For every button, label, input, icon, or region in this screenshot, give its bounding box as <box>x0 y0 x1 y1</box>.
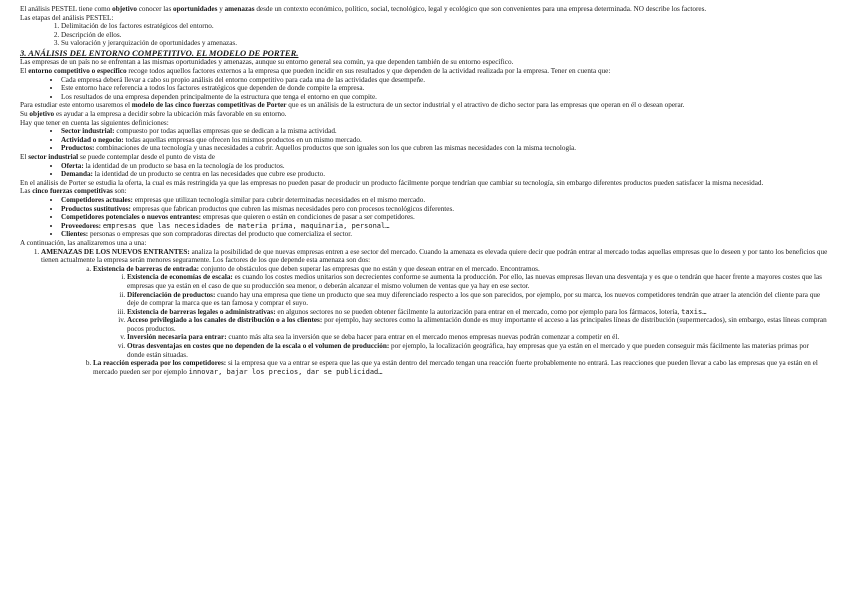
term: AMENAZAS DE LOS NUEVOS ENTRANTES: <box>41 247 190 256</box>
list-item <box>61 136 828 145</box>
bold-text: objetivo <box>29 110 55 119</box>
text: El <box>20 67 29 76</box>
bold-text: sector industrial <box>28 153 79 161</box>
etapas-list <box>20 22 828 48</box>
list-item: • Los resultados de una empresa dependen principalmente de la estructura que tenga el entorno en que compite. <box>61 93 828 102</box>
handwritten-text: innovar, bajar los precios, dar se publicidad… <box>188 367 383 376</box>
term: Acceso privilegiado a los canales de distribución o a los clientes: <box>127 316 323 325</box>
term: Existencia de barreras de entrada: <box>93 264 200 273</box>
text: Las <box>20 187 33 196</box>
list-item <box>61 205 828 214</box>
paragraph <box>20 153 828 162</box>
list-item <box>127 333 828 342</box>
bold-text: modelo de las cinco fuerzas competitivas de Porter <box>131 101 287 110</box>
term: Diferenciación de productos: <box>127 290 216 299</box>
paragraph: Hay que tener en cuenta las siguientes definiciones: <box>20 118 169 127</box>
text: combinaciones de una tecnología y unas necesidades a cubrir. Aquellos productos que son iguales son los que cubren las mismas necesidades con la misma tecnología. <box>94 144 577 153</box>
list-item: • Este entorno hace referencia a todos los factores estratégicos que dependen de donde compite la empresa. <box>61 84 828 93</box>
list-item: 1. Delimitación de los factores estratégicos del entorno. <box>61 22 828 31</box>
list-item <box>127 291 828 308</box>
forces-list <box>20 196 828 239</box>
text: cuando hay una empresa que tiene un producto que sea muy diferenciado respecto a los que son parecidos, por ejemplo, por su marca, los nuevos competidores tendrán que atraer la atención del cliente para que deje de comprar la marca que es tan famosa y comprar el suyo. <box>127 290 821 308</box>
text: es cuando los costes medios unitarios son decrecientes conforme se aumenta la producción. Por ello, las nuevas empresas llevan una desventaja y es que o tendrán que hacer frente a mayores costes que las empresas que ya están en el caso de que su producción sea menor, o deberán alcanzar el mismo volumen de ventas que ya hay en ese sector. <box>127 273 822 290</box>
intro-paragraph <box>20 5 828 14</box>
list-item <box>93 359 828 376</box>
text: se puede contemplar desde el punto de vista de <box>78 153 215 161</box>
term: Proveedores: <box>61 221 102 230</box>
list-item <box>61 162 828 171</box>
term: La reacción esperada por los competidores: <box>93 359 227 368</box>
text: El <box>20 153 29 161</box>
term: Clientes: <box>61 230 89 239</box>
paragraph <box>20 187 828 196</box>
list-item <box>61 196 828 205</box>
list-item <box>127 342 828 359</box>
bold-text: objetivo <box>112 5 137 13</box>
factors-list <box>41 265 828 377</box>
analysis-list <box>20 248 828 377</box>
bullet-list <box>20 76 828 102</box>
term: Otras desventajas en costes que no dependen de la escala o el volumen de producción: <box>127 342 390 351</box>
text: la identidad de un producto se basa en la tecnología de los productos. <box>83 161 285 170</box>
text: empresas que utilizan tecnología similar para cubrir determinadas necesidades en el mismo mercado. <box>132 195 426 204</box>
list-item: 3. Su valoración y jerarquización de oportunidades y amenazas. <box>61 39 828 48</box>
paragraph: Las empresas de un país no se enfrentan a las mismas oportunidades y amenazas, aunque su entorno general sea común, ya que dependen también de su entorno específico. <box>20 58 514 67</box>
list-item <box>61 230 828 239</box>
section-title: 3. ANÁLISIS DEL ENTORNO COMPETITIVO. EL MODELO DE PORTER. <box>20 47 299 58</box>
paragraph <box>20 101 828 110</box>
text: es ayudar a la empresa a decidir sobre la ubicación más favorable en su entorno. <box>54 110 287 119</box>
bold-text: amenazas <box>224 5 255 13</box>
term: Inversión necesaria para entrar: <box>127 333 227 342</box>
bold-text: oportunidades <box>173 5 218 13</box>
list-item: 2. Descripción de ellos. <box>61 31 828 40</box>
text: El análisis PESTEL tiene como <box>20 5 113 13</box>
text: personas o empresas que son compradoras directas del producto que comercializa el sector. <box>88 230 352 239</box>
term: Existencia de barreras legales o administrativas: <box>127 307 276 316</box>
text: empresas que quieren o están en condiciones de pasar a ser competidores. <box>201 213 415 222</box>
list-item <box>41 248 828 377</box>
term: Oferta: <box>61 161 84 170</box>
text: son: <box>112 187 127 196</box>
term: Sector industrial: <box>61 127 115 136</box>
text: todas aquellas empresas que ofrecen los mismos productos en un mismo mercado. <box>123 135 362 144</box>
paragraph: A continuación, las analizaremos una a una: <box>20 238 147 247</box>
text: por ejemplo, la localización geográfica, hay empresas que ya están en el mercado y que pueden conseguir más fácilmente las materias primas por donde están situadas. <box>127 342 809 359</box>
term: Existencia de economías de escala: <box>127 273 233 282</box>
list-item <box>61 127 828 136</box>
list-item <box>127 308 828 317</box>
paragraph <box>20 110 828 119</box>
term: Demanda: <box>61 170 93 179</box>
paragraph: En el análisis de Porter se estudia la oferta, la cual es más restringida ya que las empresas no pueden pasar de producir un producto fácilmente porque tendrían que cambiar su tecnología, sin embargo diferentes productos pueden satisfacer la misma necesidad. <box>20 178 764 187</box>
paragraph <box>20 67 828 76</box>
text: recoge todos aquellos factores externos a la empresa que pueden incidir en sus resultados y que dependen de la actividad realizada por la empresa. Tener en cuenta que: <box>126 67 611 76</box>
bold-text: entorno competitivo o específico <box>28 67 127 76</box>
text: cuanto más alta sea la inversión que se deba hacer para entrar en el mercado menos empresas nuevas podrán comenzar a competir en él. <box>226 333 620 342</box>
list-item <box>127 273 828 290</box>
text: desde un contexto económico, político, social, tecnológico, legal y ecológico que son convenientes para una empresa determinada. NO describe los factores. <box>254 5 707 13</box>
term: Competidores actuales: <box>61 195 133 204</box>
list-item <box>61 170 828 179</box>
text: y <box>217 5 225 13</box>
text: si la empresa que va a entrar se espera que las que ya están dentro del mercado tengan una reacción fuerte probablemente no entrará. Las reacciones que pueden llevar a cabo las empresas que ya están en el mercado pueden ser por ejemplo <box>93 359 818 376</box>
views-list <box>20 162 828 179</box>
term: Actividad o negocio: <box>61 135 124 144</box>
text: la identidad de un producto se centra en las necesidades que cubre ese producto. <box>92 170 326 179</box>
text: por ejemplo, hay sectores como la alimentación donde es muy importante el acceso a las principales líneas de distribución (supermercados), sin embargo, estas líneas compran pocos productos. <box>127 316 827 333</box>
bold-text: cinco fuerzas competitivas <box>32 187 113 196</box>
list-item <box>61 144 828 153</box>
term: Productos sustitutivos: <box>61 204 131 213</box>
list-item <box>61 213 828 222</box>
list-item: • Cada empresa deberá llevar a cabo su propio análisis del entorno competitivo para cada una de las actividades que desempeñe. <box>61 76 828 85</box>
handwritten-text: empresas que las necesidades de materia prima, maquinaria, personal… <box>102 221 390 230</box>
text: Para estudiar este entorno usaremos el <box>20 101 132 110</box>
barriers-list <box>93 273 828 359</box>
etapas-heading: Las etapas del análisis PESTEL: <box>20 13 114 22</box>
list-item <box>61 222 828 231</box>
text: en algunos sectores no se pueden obtener fácilmente la autorización para entrar en el mercado, como por ejemplo para los fármacos, lotería, <box>275 307 682 316</box>
list-item <box>127 316 828 333</box>
text: conocer las <box>136 5 174 13</box>
handwritten-text: taxis… <box>681 307 707 316</box>
term: Competidores potenciales o nuevos entrantes: <box>61 213 202 222</box>
list-item <box>93 265 828 360</box>
text: que es un análisis de la estructura de un sector industrial y el atractivo de dicho sector para las empresas que operan en él o desean operar. <box>286 101 685 110</box>
definitions-list <box>20 127 828 153</box>
term: Productos: <box>61 144 95 153</box>
text: Su <box>20 110 30 119</box>
text: analiza la posibilidad de que nuevas empresas entren a ese sector del mercado. Cuando la amenaza es elevada quiere decir que podrán entrar al mercado todas aquellas empresas que lo deseen y por tanto los beneficios que tienen actualmente la empresa serán menores seguramente. Los factores de los que depende esta amenaza son dos: <box>41 247 828 265</box>
text: empresas que fabrican productos que cubren las mismas necesidades pero con procesos tecnológicos diferentes. <box>130 204 455 213</box>
text: compuesto por todas aquellas empresas que se dedican a la misma actividad. <box>114 127 337 136</box>
text: conjunto de obstáculos que deben superar las empresas que no están y que desean entrar en el mercado. Encontramos. <box>199 264 540 273</box>
